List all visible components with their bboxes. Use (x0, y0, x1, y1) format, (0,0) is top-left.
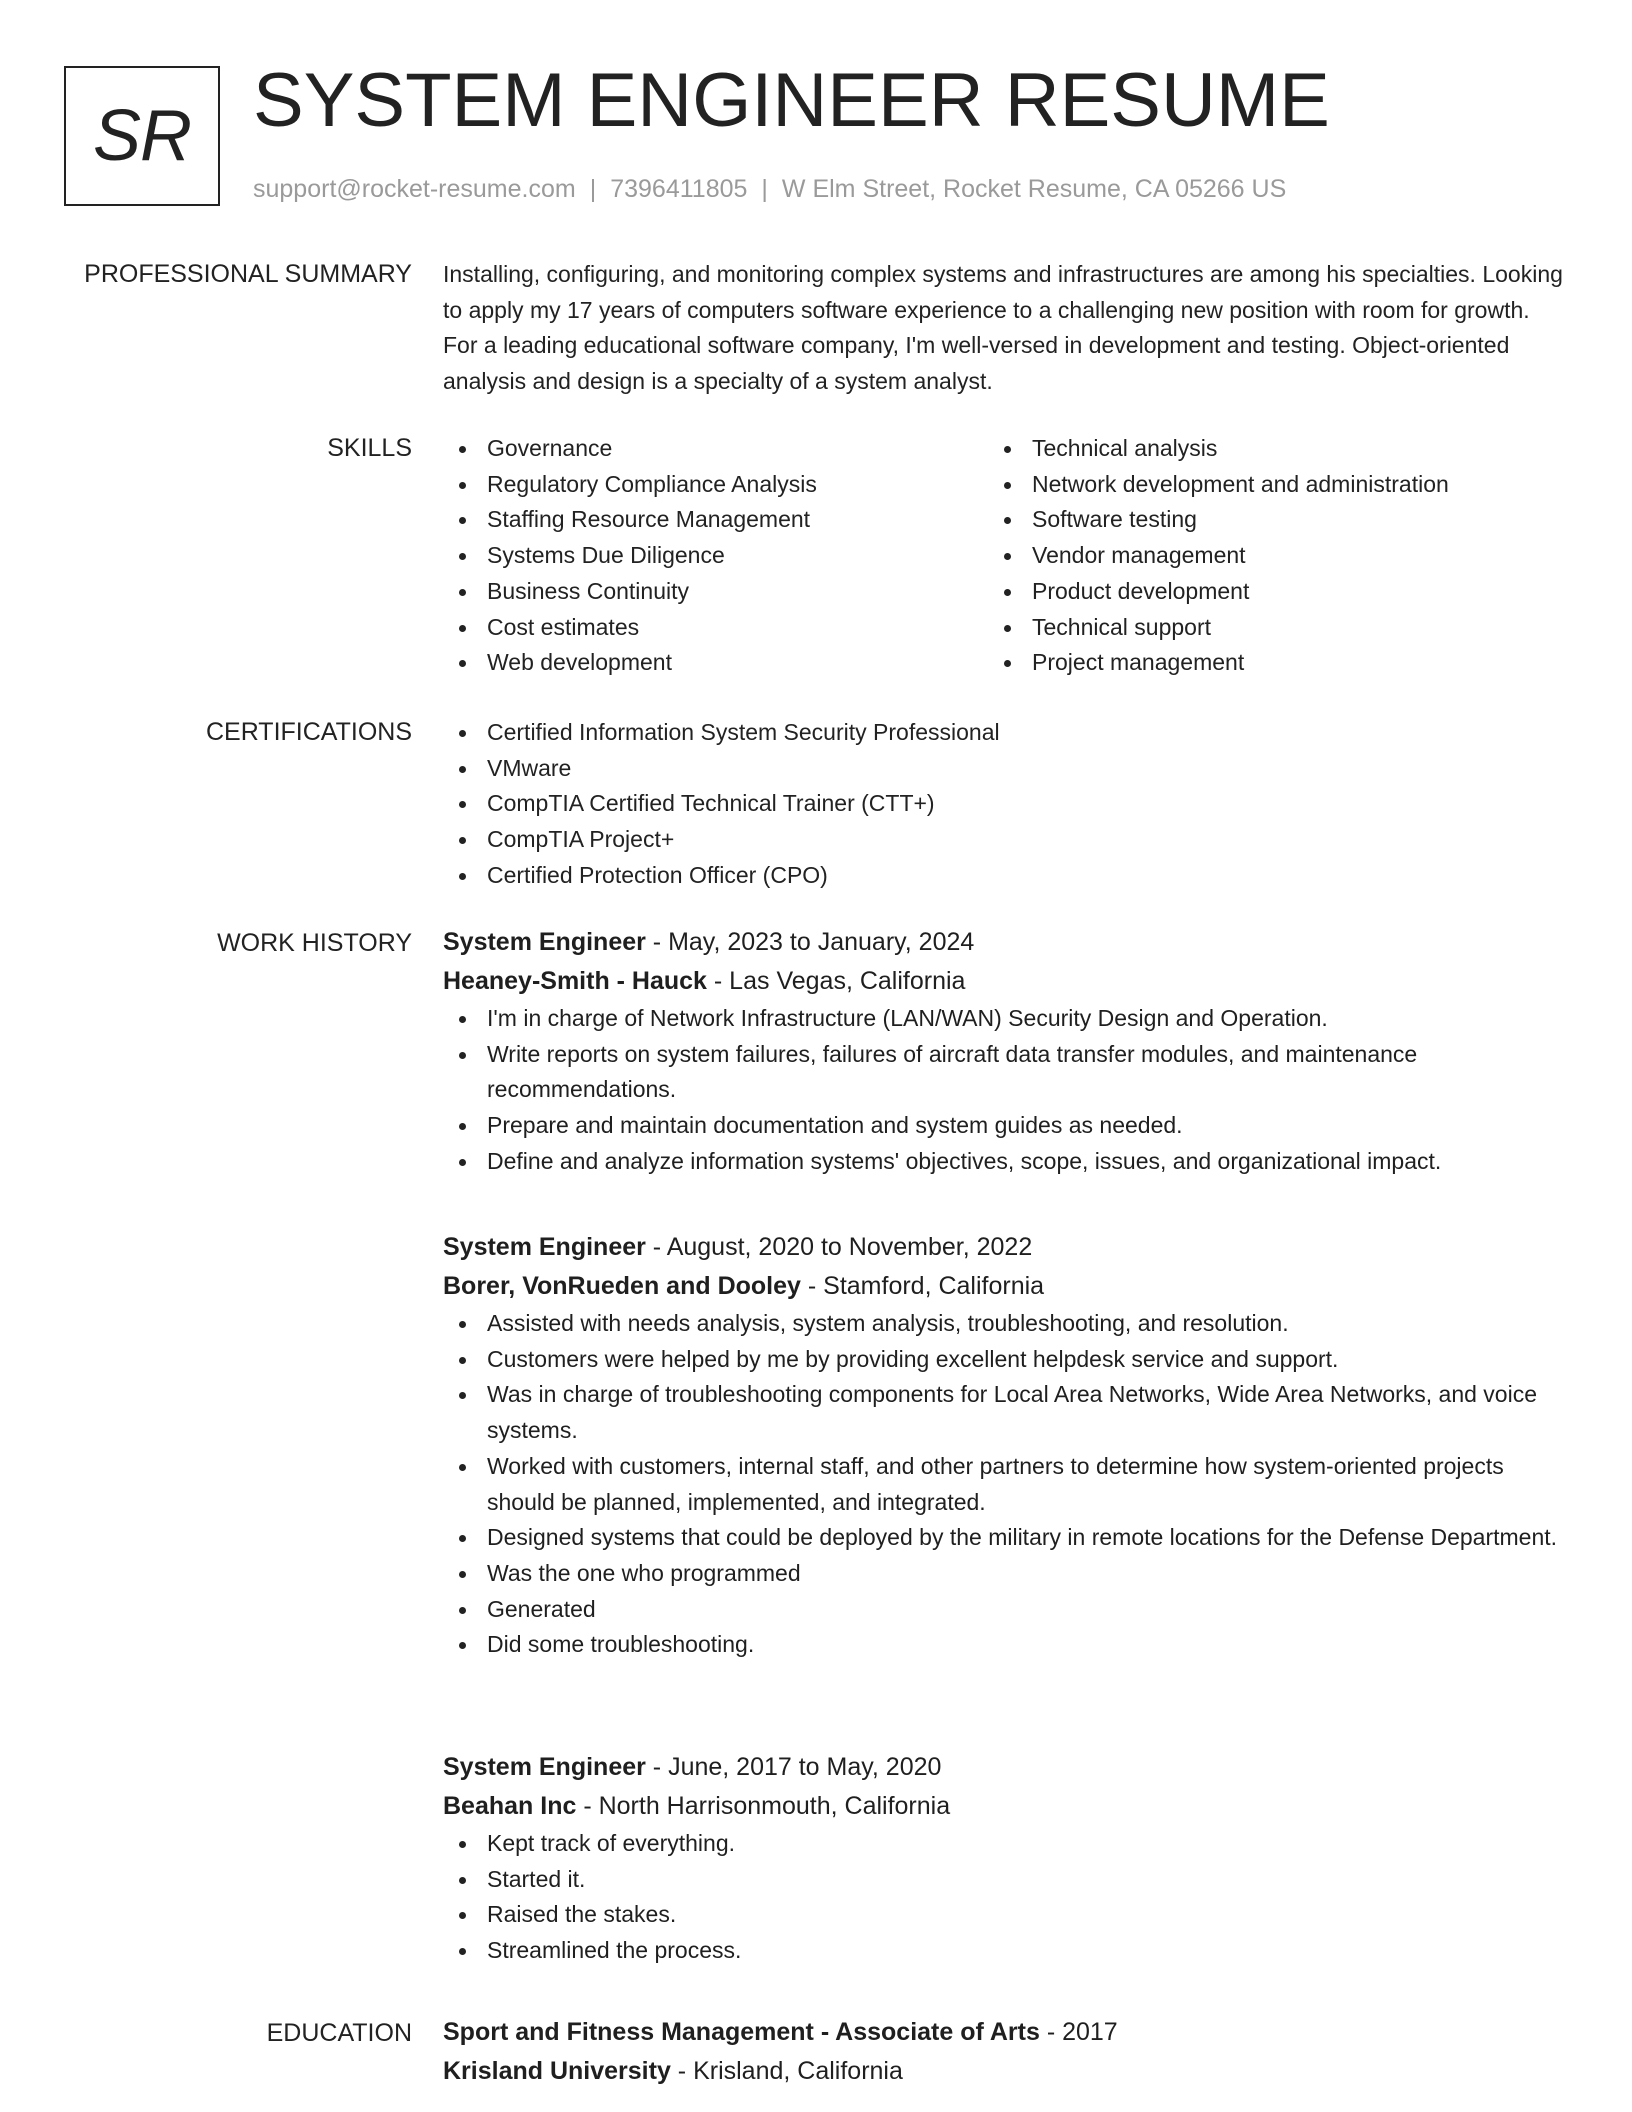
list-item: CompTIA Project+ (443, 822, 1563, 858)
list-item: Write reports on system failures, failures of aircraft data transfer modules, and maintenance recommendations. (443, 1037, 1563, 1108)
job-dates: - August, 2020 to November, 2022 (645, 1233, 1033, 1261)
education-entry (443, 2013, 1563, 2091)
section-label-work-history: WORK HISTORY (217, 929, 412, 957)
list-item: Certified Protection Officer (CPO) (443, 858, 1563, 894)
job-company-line (443, 962, 1563, 1001)
job-title-line (443, 1748, 1563, 1787)
job-title-line (443, 923, 1563, 962)
list-item: Technical analysis (988, 431, 1533, 467)
list-item: VMware (443, 751, 1563, 787)
list-item: Regulatory Compliance Analysis (443, 467, 988, 503)
job-role: System Engineer (443, 1233, 646, 1261)
job-title-line (443, 1228, 1563, 1267)
list-item: Prepare and maintain documentation and system guides as needed. (443, 1108, 1563, 1144)
list-item: Staffing Resource Management (443, 502, 988, 538)
job-company: Beahan Inc (443, 1792, 577, 1820)
certifications-list (443, 715, 1563, 894)
contact-line (253, 172, 1286, 206)
list-item: Was in charge of troubleshooting components for Local Area Networks, Wide Area Networks, and voice systems. (443, 1377, 1563, 1448)
education-school-line (443, 2052, 1563, 2091)
monogram-logo (64, 66, 220, 206)
contact-address: W Elm Street, Rocket Resume, CA 05266 US (781, 175, 1287, 203)
education-school: Krisland University (443, 2057, 671, 2085)
section-label-summary: PROFESSIONAL SUMMARY (84, 260, 412, 288)
job-location: - Stamford, California (800, 1272, 1045, 1300)
list-item: Worked with customers, internal staff, and other partners to determine how system-oriented projects should be planned, implemented, and integrated. (443, 1449, 1563, 1520)
list-item: Technical support (988, 610, 1533, 646)
list-item: Software testing (988, 502, 1533, 538)
list-item: CompTIA Certified Technical Trainer (CTT+) (443, 786, 1563, 822)
list-item: Was the one who programmed (443, 1556, 1563, 1592)
page-title: SYSTEM ENGINEER RESUME (253, 58, 1330, 143)
list-item: Systems Due Diligence (443, 538, 988, 574)
list-item: Assisted with needs analysis, system analysis, troubleshooting, and resolution. (443, 1306, 1563, 1342)
summary-section (443, 257, 1563, 400)
job-role: System Engineer (443, 1753, 646, 1781)
skills-list-right (988, 431, 1533, 681)
job-entry (443, 1748, 1563, 1969)
list-item: Project management (988, 645, 1533, 681)
skills-list-left (443, 431, 988, 681)
list-item: Customers were helped by me by providing excellent helpdesk service and support. (443, 1342, 1563, 1378)
job-company: Borer, VonRueden and Dooley (443, 1272, 801, 1300)
job-location: - North Harrisonmouth, California (576, 1792, 951, 1820)
job-bullets (443, 1001, 1563, 1180)
job-role: System Engineer (443, 928, 646, 956)
section-label-skills: SKILLS (327, 434, 412, 462)
initials: SR (92, 96, 192, 176)
list-item: Kept track of everything. (443, 1826, 1563, 1862)
list-item: Vendor management (988, 538, 1533, 574)
list-item: Started it. (443, 1862, 1563, 1898)
contact-email: support@rocket-resume.com (253, 175, 576, 203)
job-entry (443, 923, 1563, 1180)
list-item: Generated (443, 1592, 1563, 1628)
job-entry (443, 1228, 1563, 1663)
list-item: Did some troubleshooting. (443, 1627, 1563, 1663)
list-item: Cost estimates (443, 610, 988, 646)
list-item: Streamlined the process. (443, 1933, 1563, 1969)
education-degree: Sport and Fitness Management - Associate of Arts (443, 2018, 1040, 2046)
list-item: I'm in charge of Network Infrastructure (LAN/WAN) Security Design and Operation. (443, 1001, 1563, 1037)
job-company-line (443, 1787, 1563, 1826)
job-dates: - June, 2017 to May, 2020 (645, 1753, 942, 1781)
list-item: Product development (988, 574, 1533, 610)
contact-separator: | (589, 175, 597, 203)
job-company-line (443, 1267, 1563, 1306)
skills-section (443, 431, 1563, 681)
list-item: Governance (443, 431, 988, 467)
certifications-section (443, 715, 1563, 894)
education-year: - 2017 (1039, 2018, 1118, 2046)
job-dates: - May, 2023 to January, 2024 (645, 928, 975, 956)
contact-separator: | (761, 175, 768, 203)
list-item: Designed systems that could be deployed by the military in remote locations for the Defense Department. (443, 1520, 1563, 1556)
list-item: Raised the stakes. (443, 1897, 1563, 1933)
section-label-education: EDUCATION (266, 2019, 412, 2047)
job-location: - Las Vegas, California (706, 967, 966, 995)
list-item: Certified Information System Security Professional (443, 715, 1563, 751)
summary-text: Installing, configuring, and monitoring complex systems and infrastructures are among his specialties. Looking to apply my 17 years of computers software experience to a challenging new position with room for growth. For a leading educational software company, I'm well-versed in development and testing. Object-oriented analysis and design is a specialty of a system analyst. (443, 261, 1563, 395)
job-bullets (443, 1306, 1563, 1663)
list-item: Define and analyze information systems' objectives, scope, issues, and organizational impact. (443, 1144, 1563, 1180)
section-label-certifications: CERTIFICATIONS (205, 718, 412, 746)
education-location: - Krisland, California (670, 2057, 903, 2085)
job-bullets (443, 1826, 1563, 1969)
list-item: Network development and administration (988, 467, 1533, 503)
contact-phone: 7396411805 (610, 175, 748, 203)
education-degree-line (443, 2013, 1563, 2052)
list-item: Business Continuity (443, 574, 988, 610)
job-company: Heaney-Smith - Hauck (443, 967, 707, 995)
list-item: Web development (443, 645, 988, 681)
